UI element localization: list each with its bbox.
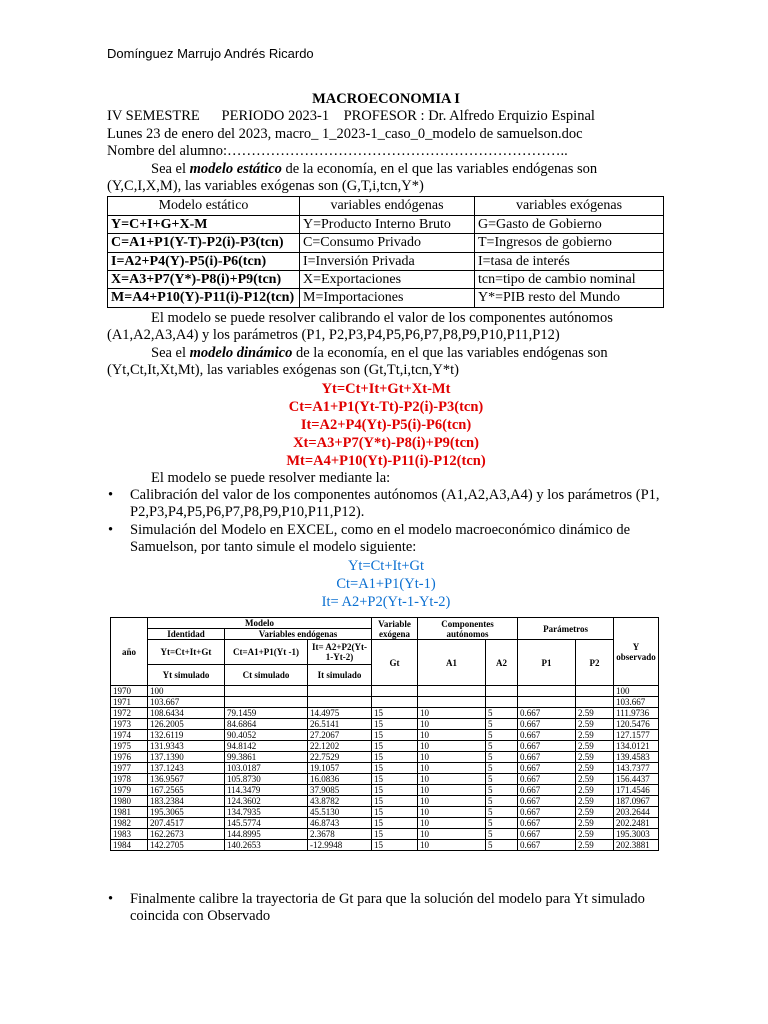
dynamic-intro-emphasis: modelo dinámico xyxy=(189,344,293,361)
table-cell: 103.667 xyxy=(614,697,659,708)
header-semester: IV SEMESTRE PERIODO 2023-1 PROFESOR : Dr. Alfredo Erquizio Espinal xyxy=(107,108,595,125)
header-eq-i: It= A2+P2(Yt-1-Yt-2) xyxy=(308,640,372,665)
table-row xyxy=(111,730,659,741)
table-cell: 137.1390 xyxy=(148,752,225,763)
header-componentes: Componentes autónomos xyxy=(418,618,518,640)
table-cell: 124.3602 xyxy=(225,796,308,807)
table-cell: 195.3065 xyxy=(148,807,225,818)
table-cell: 143.7377 xyxy=(614,763,659,774)
table-cell: 126.2005 xyxy=(148,719,225,730)
table-cell: 1975 xyxy=(111,741,148,752)
solve-intro: El modelo se puede resolver mediante la: xyxy=(151,469,391,486)
table-cell: 5 xyxy=(486,774,518,785)
table-cell: 10 xyxy=(418,785,486,796)
table-cell: 15 xyxy=(372,840,418,851)
static-header-model: Modelo estático xyxy=(108,197,300,215)
static-eq-i: I=A2+P4(Y)-P5(i)-P6(tcn) xyxy=(111,253,267,269)
header-y-observado: Y observado xyxy=(614,618,659,686)
table-cell: 15 xyxy=(372,719,418,730)
table-cell: 10 xyxy=(418,829,486,840)
table-cell: 140.2653 xyxy=(225,840,308,851)
table-cell: 2.59 xyxy=(576,730,614,741)
table-cell: 0.667 xyxy=(518,730,576,741)
table-cell: 144.8995 xyxy=(225,829,308,840)
static-intro-emphasis: modelo estático xyxy=(189,160,282,177)
method-list xyxy=(107,487,665,557)
table-cell: 15 xyxy=(372,774,418,785)
table-row xyxy=(111,840,659,851)
table-cell: 26.5141 xyxy=(308,719,372,730)
table-cell: 99.3861 xyxy=(225,752,308,763)
final-list xyxy=(107,891,665,926)
header-p1: P1 xyxy=(518,640,576,686)
table-cell: 1983 xyxy=(111,829,148,840)
table-cell: 10 xyxy=(418,807,486,818)
header-it-simulado: It simulado xyxy=(308,665,372,686)
table-cell: 79.1459 xyxy=(225,708,308,719)
table-row xyxy=(111,708,659,719)
table-cell: 207.4517 xyxy=(148,818,225,829)
table-cell: 1980 xyxy=(111,796,148,807)
static-equation xyxy=(108,234,300,252)
table-cell: 15 xyxy=(372,730,418,741)
table-cell: 0.667 xyxy=(518,807,576,818)
table-cell: 108.6434 xyxy=(148,708,225,719)
table-cell: 15 xyxy=(372,796,418,807)
table-cell: 162.2673 xyxy=(148,829,225,840)
static-header-endog: variables endógenas xyxy=(300,197,475,215)
table-cell: 2.59 xyxy=(576,785,614,796)
static-eq-y: Y=C+I+G+X-M xyxy=(111,216,208,232)
table-cell: 0.667 xyxy=(518,796,576,807)
table-cell: 10 xyxy=(418,840,486,851)
table-cell: 137.1243 xyxy=(148,763,225,774)
table-cell: 1973 xyxy=(111,719,148,730)
dynamic-equation: Mt=A4+P10(Yt)-P11(i)-P12(tcn) xyxy=(286,452,486,469)
table-cell: 5 xyxy=(486,741,518,752)
bullet-calibration: • Calibración del valor de los componentes autónomos (A1,A2,A3,A4) y los parámetros (P1, P2,P3,P4,P5,P6,P7,P8,P9,P10,P11,P12). xyxy=(130,487,665,522)
header-identidad: Identidad xyxy=(148,629,225,640)
table-cell: 2.59 xyxy=(576,752,614,763)
table-cell: 111.9736 xyxy=(614,708,659,719)
dynamic-equation: Xt=A3+P7(Y*t)-P8(i)+P9(tcn) xyxy=(293,434,479,451)
table-cell xyxy=(418,697,486,708)
table-row xyxy=(111,719,659,730)
table-cell: 27.2067 xyxy=(308,730,372,741)
static-endog-cell: X=Exportaciones xyxy=(300,271,475,289)
table-cell: 1976 xyxy=(111,752,148,763)
table-cell: 2.59 xyxy=(576,818,614,829)
header-a1: A1 xyxy=(418,640,486,686)
table-cell xyxy=(486,686,518,697)
table-cell: 1979 xyxy=(111,785,148,796)
table-cell: 2.59 xyxy=(576,807,614,818)
table-cell: 134.0121 xyxy=(614,741,659,752)
table-cell: 19.1057 xyxy=(308,763,372,774)
table-cell: 5 xyxy=(486,796,518,807)
table-cell: 15 xyxy=(372,708,418,719)
header-eq-c: Ct=A1+P1(Yt -1) xyxy=(225,640,308,665)
table-cell: -12.9948 xyxy=(308,840,372,851)
table-cell: 0.667 xyxy=(518,785,576,796)
table-cell: 2.59 xyxy=(576,774,614,785)
table-cell: 139.4583 xyxy=(614,752,659,763)
table-cell: 14.4975 xyxy=(308,708,372,719)
table-cell: 94.8142 xyxy=(225,741,308,752)
table-cell: 2.59 xyxy=(576,708,614,719)
table-cell: 10 xyxy=(418,796,486,807)
table-row xyxy=(111,741,659,752)
static-exog-cell: I=tasa de interés xyxy=(475,252,664,270)
table-cell: 142.2705 xyxy=(148,840,225,851)
table-cell: 10 xyxy=(418,752,486,763)
dynamic-equation: It=A2+P4(Yt)-P5(i)-P6(tcn) xyxy=(300,416,472,433)
header-anio: año xyxy=(111,618,148,686)
table-cell: 1978 xyxy=(111,774,148,785)
table-cell: 0.667 xyxy=(518,818,576,829)
table-cell: 10 xyxy=(418,708,486,719)
header-student: Nombre del alumno:…………………………………………………………….. xyxy=(107,143,568,160)
table-cell: 1981 xyxy=(111,807,148,818)
static-endog-cell: M=Importaciones xyxy=(300,289,475,307)
table-cell: 0.667 xyxy=(518,829,576,840)
header-p2: P2 xyxy=(576,640,614,686)
table-cell: 105.8730 xyxy=(225,774,308,785)
header-var-exog: Variable exógena xyxy=(372,618,418,640)
table-cell: 5 xyxy=(486,829,518,840)
dynamic-equation: Ct=A1+P1(Yt-Tt)-P2(i)-P3(tcn) xyxy=(288,398,484,415)
table-cell: 10 xyxy=(418,719,486,730)
table-cell: 15 xyxy=(372,741,418,752)
header-parametros: Parámetros xyxy=(518,618,614,640)
table-cell: 134.7935 xyxy=(225,807,308,818)
table-cell: 15 xyxy=(372,785,418,796)
table-cell: 100 xyxy=(148,686,225,697)
bullet-final: • Finalmente calibre la trayectoria de Gt para que la solución del modelo para Yt simulado coincida con Observado xyxy=(130,891,665,926)
table-cell: 5 xyxy=(486,730,518,741)
static-model-table xyxy=(107,196,664,307)
table-cell: 10 xyxy=(418,774,486,785)
table-cell: 1970 xyxy=(111,686,148,697)
table-cell: 202.3881 xyxy=(614,840,659,851)
table-cell: 100 xyxy=(614,686,659,697)
table-cell xyxy=(518,686,576,697)
table-cell: 202.2481 xyxy=(614,818,659,829)
table-cell: 114.3479 xyxy=(225,785,308,796)
table-cell: 37.9085 xyxy=(308,785,372,796)
dynamic-equation: Yt=Ct+It+Gt+Xt-Mt xyxy=(321,380,451,397)
table-cell: 1971 xyxy=(111,697,148,708)
table-cell: 2.59 xyxy=(576,741,614,752)
table-cell: 43.8782 xyxy=(308,796,372,807)
table-cell: 127.1577 xyxy=(614,730,659,741)
table-cell: 171.4546 xyxy=(614,785,659,796)
table-cell: 45.5130 xyxy=(308,807,372,818)
static-eq-x: X=A3+P7(Y*)-P8(i)+P9(tcn) xyxy=(111,272,282,288)
table-cell: 2.59 xyxy=(576,719,614,730)
header-yt-simulado: Yt simulado xyxy=(148,665,225,686)
header-eq-y: Yt=Ct+It+Gt xyxy=(148,640,225,665)
table-cell: 195.3003 xyxy=(614,829,659,840)
static-intro-text-b: de la economía, en el que las variables endógenas son (Y,C,I,X,M), las variables exógenas son (G,T,i,tcn,Y*) xyxy=(107,160,598,195)
table-row xyxy=(111,796,659,807)
document-title: MACROECONOMIA I xyxy=(312,91,460,107)
table-row xyxy=(111,774,659,785)
table-cell: 5 xyxy=(486,763,518,774)
static-eq-c: C=A1+P1(Y-T)-P2(i)-P3(tcn) xyxy=(111,235,284,251)
bullet-simulation: • Simulación del Modelo en EXCEL, como en el modelo macroeconómico dinámico de Samuelson, por tanto simule el modelo siguiente: xyxy=(130,522,665,557)
table-cell: 132.6119 xyxy=(148,730,225,741)
table-cell: 2.3678 xyxy=(308,829,372,840)
table-cell: 5 xyxy=(486,719,518,730)
table-cell: 5 xyxy=(486,752,518,763)
table-cell: 16.0836 xyxy=(308,774,372,785)
table-cell: 5 xyxy=(486,708,518,719)
table-cell: 15 xyxy=(372,818,418,829)
table-cell: 0.667 xyxy=(518,774,576,785)
samuelson-equation: Yt=Ct+It+Gt xyxy=(347,557,425,574)
table-row xyxy=(111,763,659,774)
final-instruction xyxy=(107,891,665,926)
static-header-exog: variables exógenas xyxy=(475,197,664,215)
table-cell: 90.4052 xyxy=(225,730,308,741)
table-cell: 0.667 xyxy=(518,741,576,752)
table-cell: 15 xyxy=(372,763,418,774)
table-cell xyxy=(225,697,308,708)
table-cell xyxy=(576,686,614,697)
table-cell: 2.59 xyxy=(576,763,614,774)
table-cell xyxy=(486,697,518,708)
dynamic-intro-text-a: Sea el xyxy=(151,344,190,361)
table-row xyxy=(111,686,659,697)
static-intro xyxy=(107,161,665,196)
samuelson-equation: Ct=A1+P1(Yt-1) xyxy=(336,575,436,592)
table-cell: 5 xyxy=(486,807,518,818)
header-var-endog: Variables endógenas xyxy=(225,629,372,640)
table-cell: 1972 xyxy=(111,708,148,719)
table-cell: 145.5774 xyxy=(225,818,308,829)
static-exog-cell: Y*=PIB resto del Mundo xyxy=(475,289,664,307)
static-endog-cell: C=Consumo Privado xyxy=(300,234,475,252)
table-cell: 183.2384 xyxy=(148,796,225,807)
table-cell: 0.667 xyxy=(518,708,576,719)
static-equation xyxy=(108,271,300,289)
table-cell: 10 xyxy=(418,763,486,774)
table-cell xyxy=(225,686,308,697)
table-cell: 5 xyxy=(486,818,518,829)
header-a2: A2 xyxy=(486,640,518,686)
table-row xyxy=(111,752,659,763)
table-cell xyxy=(418,686,486,697)
table-cell: 15 xyxy=(372,752,418,763)
table-cell xyxy=(518,697,576,708)
table-cell: 10 xyxy=(418,730,486,741)
table-cell: 136.9567 xyxy=(148,774,225,785)
table-cell: 131.9343 xyxy=(148,741,225,752)
table-cell xyxy=(372,686,418,697)
static-exog-cell: G=Gasto de Gobierno xyxy=(475,215,664,233)
table-cell: 1977 xyxy=(111,763,148,774)
header-ct-simulado: Ct simulado xyxy=(225,665,308,686)
simulation-table xyxy=(110,617,659,851)
table-cell: 0.667 xyxy=(518,719,576,730)
table-cell: 2.59 xyxy=(576,829,614,840)
dynamic-intro-text-b: de la economía, en el que las variables endógenas son (Yt,Ct,It,Xt,Mt), las variables exógenas son (Gt,Tt,i,tcn,Y*t) xyxy=(107,344,608,379)
header-date: Lunes 23 de enero del 2023, macro_ 1_2023-1_caso_0_modelo de samuelson.doc xyxy=(107,125,583,142)
table-cell: 5 xyxy=(486,840,518,851)
table-cell xyxy=(308,697,372,708)
static-endog-cell: Y=Producto Interno Bruto xyxy=(300,215,475,233)
table-cell: 120.5476 xyxy=(614,719,659,730)
table-row xyxy=(111,697,659,708)
table-cell: 2.59 xyxy=(576,840,614,851)
static-exog-cell: tcn=tipo de cambio nominal xyxy=(475,271,664,289)
table-cell: 22.7529 xyxy=(308,752,372,763)
table-cell: 156.4437 xyxy=(614,774,659,785)
table-cell: 15 xyxy=(372,807,418,818)
static-intro-text-a: Sea el xyxy=(151,160,190,177)
table-cell: 0.667 xyxy=(518,752,576,763)
table-cell: 0.667 xyxy=(518,763,576,774)
table-cell: 10 xyxy=(418,741,486,752)
header-modelo: Modelo xyxy=(148,618,372,629)
simulation-table-body xyxy=(111,686,659,851)
table-cell: 187.0967 xyxy=(614,796,659,807)
table-row xyxy=(111,807,659,818)
table-cell xyxy=(372,697,418,708)
samuelson-equation: It= A2+P2(Yt-1-Yt-2) xyxy=(321,593,451,610)
table-cell: 1974 xyxy=(111,730,148,741)
static-eq-m: M=A4+P10(Y)-P11(i)-P12(tcn) xyxy=(111,290,295,306)
table-cell: 0.667 xyxy=(518,840,576,851)
table-cell: 10 xyxy=(418,818,486,829)
table-cell: 84.6864 xyxy=(225,719,308,730)
table-cell: 22.1202 xyxy=(308,741,372,752)
table-cell xyxy=(576,697,614,708)
static-equation xyxy=(108,252,300,270)
table-row xyxy=(111,829,659,840)
table-cell: 103.0187 xyxy=(225,763,308,774)
static-endog-cell: I=Inversión Privada xyxy=(300,252,475,270)
table-cell: 46.8743 xyxy=(308,818,372,829)
table-cell: 5 xyxy=(486,785,518,796)
table-cell: 103.667 xyxy=(148,697,225,708)
table-row xyxy=(111,818,659,829)
table-cell: 15 xyxy=(372,829,418,840)
static-equation xyxy=(108,215,300,233)
static-exog-cell: T=Ingresos de gobierno xyxy=(475,234,664,252)
table-row xyxy=(111,785,659,796)
document-body xyxy=(107,91,665,611)
header-gt: Gt xyxy=(372,640,418,686)
author-name: Domínguez Marrujo Andrés Ricardo xyxy=(107,46,314,61)
dynamic-intro xyxy=(107,345,665,380)
calibrate-static-text: El modelo se puede resolver calibrando el valor de los componentes autónomos (A1,A2,A3,A4) y los parámetros (P1, P2,P3,P4,P5,P6,P7,P8,P9,P10,P11,P12) xyxy=(107,309,613,344)
table-cell: 203.2644 xyxy=(614,807,659,818)
table-cell: 167.2565 xyxy=(148,785,225,796)
table-cell xyxy=(308,686,372,697)
table-cell: 2.59 xyxy=(576,796,614,807)
table-cell: 1982 xyxy=(111,818,148,829)
table-cell: 1984 xyxy=(111,840,148,851)
static-equation xyxy=(108,289,300,307)
